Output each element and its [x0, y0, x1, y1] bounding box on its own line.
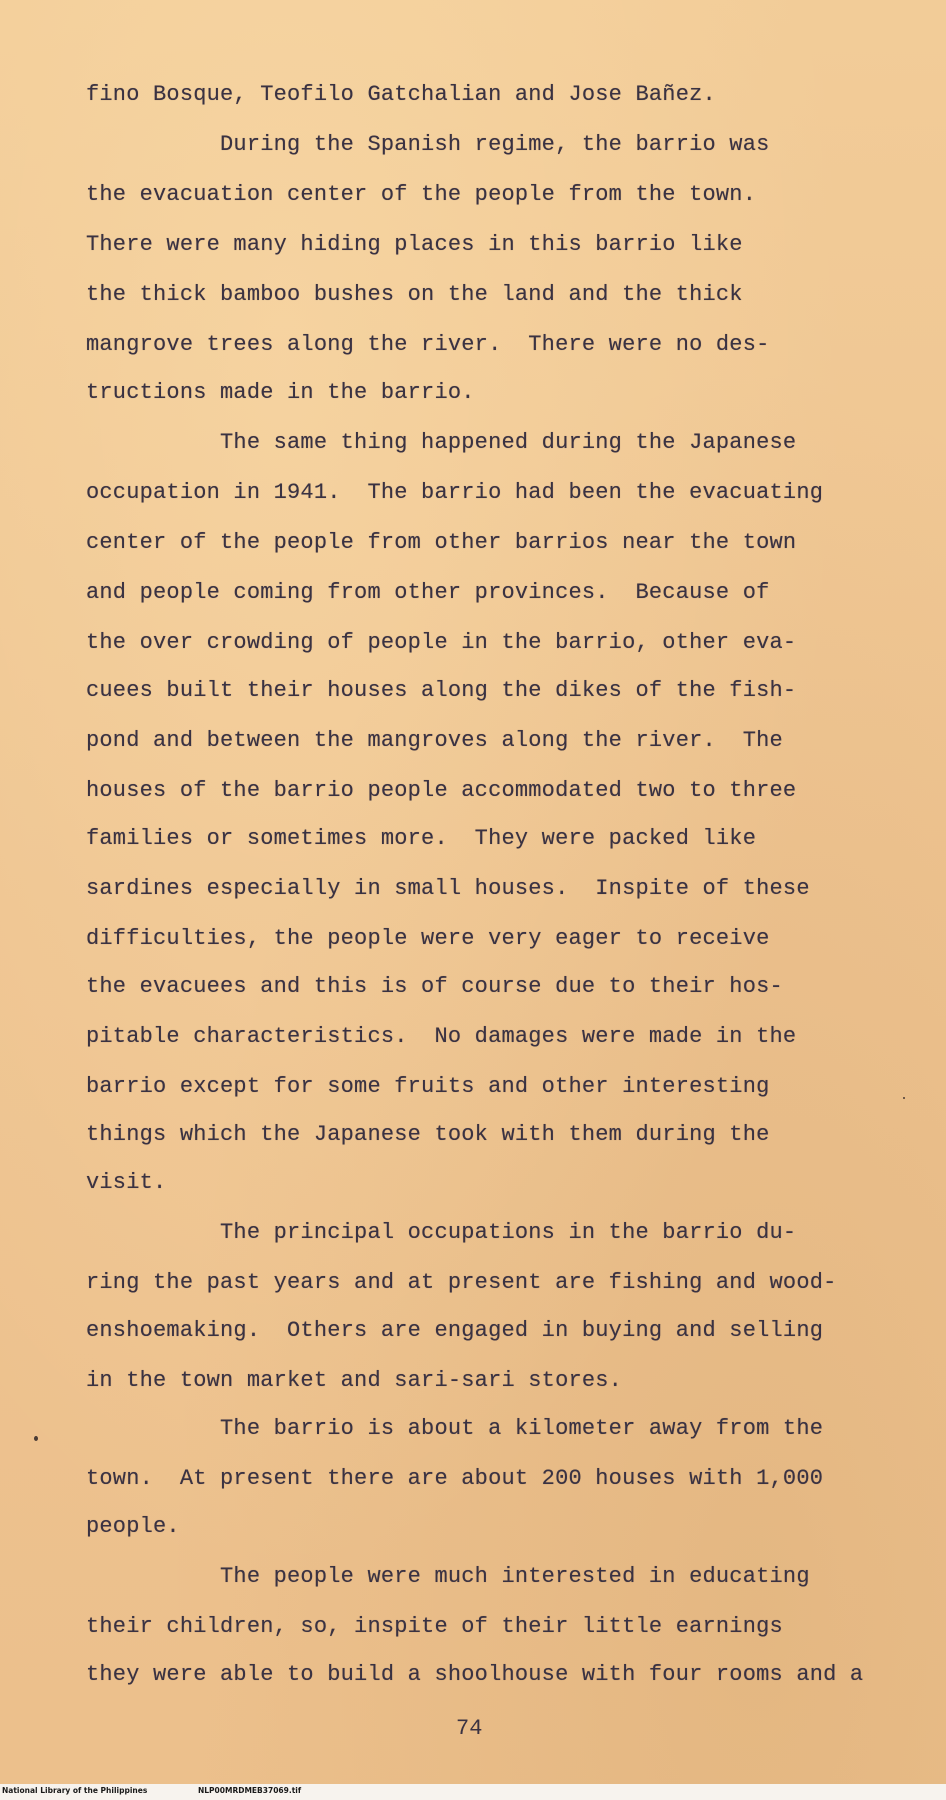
text-line: center of the people from other barrios near the town [86, 530, 797, 555]
text-line: the evacuation center of the people from the town. [86, 182, 757, 207]
text-line: pond and between the mangroves along the river. The [86, 728, 783, 753]
text-line: The same thing happened during the Japanese [86, 430, 797, 455]
text-line: The barrio is about a kilometer away from the [86, 1416, 824, 1441]
text-line: There were many hiding places in this barrio like [86, 232, 743, 257]
text-line: sardines especially in small houses. Inspite of these [86, 876, 810, 901]
text-line: houses of the barrio people accommodated two to three [86, 778, 797, 803]
text-line: families or sometimes more. They were packed like [86, 826, 757, 851]
text-line: enshoemaking. Others are engaged in buying and selling [86, 1318, 824, 1343]
text-line: their children, so, inspite of their little earnings [86, 1614, 783, 1639]
text-line: in the town market and sari-sari stores. [86, 1368, 623, 1393]
text-line: they were able to build a shoolhouse with four rooms and a [86, 1662, 864, 1687]
text-line: people. [86, 1514, 180, 1539]
text-line: things which the Japanese took with them during the [86, 1122, 770, 1147]
text-line: During the Spanish regime, the barrio was [86, 132, 770, 157]
library-credit: National Library of the Philippines [2, 1786, 148, 1795]
text-line: the evacuees and this is of course due to their hos- [86, 974, 783, 999]
text-line: difficulties, the people were very eager to receive [86, 926, 770, 951]
page-number: 74 [456, 1716, 483, 1741]
text-line: visit. [86, 1170, 167, 1195]
text-line: occupation in 1941. The barrio had been the evacuating [86, 480, 824, 505]
text-line: cuees built their houses along the dikes of the fish- [86, 678, 797, 703]
text-line: ring the past years and at present are fishing and wood- [86, 1270, 837, 1295]
text-line: The people were much interested in educating [86, 1564, 810, 1589]
text-line: the thick bamboo bushes on the land and the thick [86, 282, 743, 307]
text-line: The principal occupations in the barrio du- [86, 1220, 797, 1245]
text-line: pitable characteristics. No damages were made in the [86, 1024, 797, 1049]
text-line: town. At present there are about 200 houses with 1,000 [86, 1466, 824, 1491]
text-line: tructions made in the barrio. [86, 380, 475, 405]
ink-speck [34, 1436, 38, 1441]
text-line: and people coming from other provinces. Because of [86, 580, 770, 605]
text-line: mangrove trees along the river. There were no des- [86, 332, 770, 357]
ink-speck [903, 1097, 905, 1099]
file-id: NLP00MRDMEB37069.tif [198, 1786, 302, 1795]
text-line: the over crowding of people in the barrio, other eva- [86, 630, 797, 655]
text-line: barrio except for some fruits and other interesting [86, 1074, 770, 1099]
text-line: fino Bosque, Teofilo Gatchalian and Jose Bañez. [86, 82, 716, 107]
